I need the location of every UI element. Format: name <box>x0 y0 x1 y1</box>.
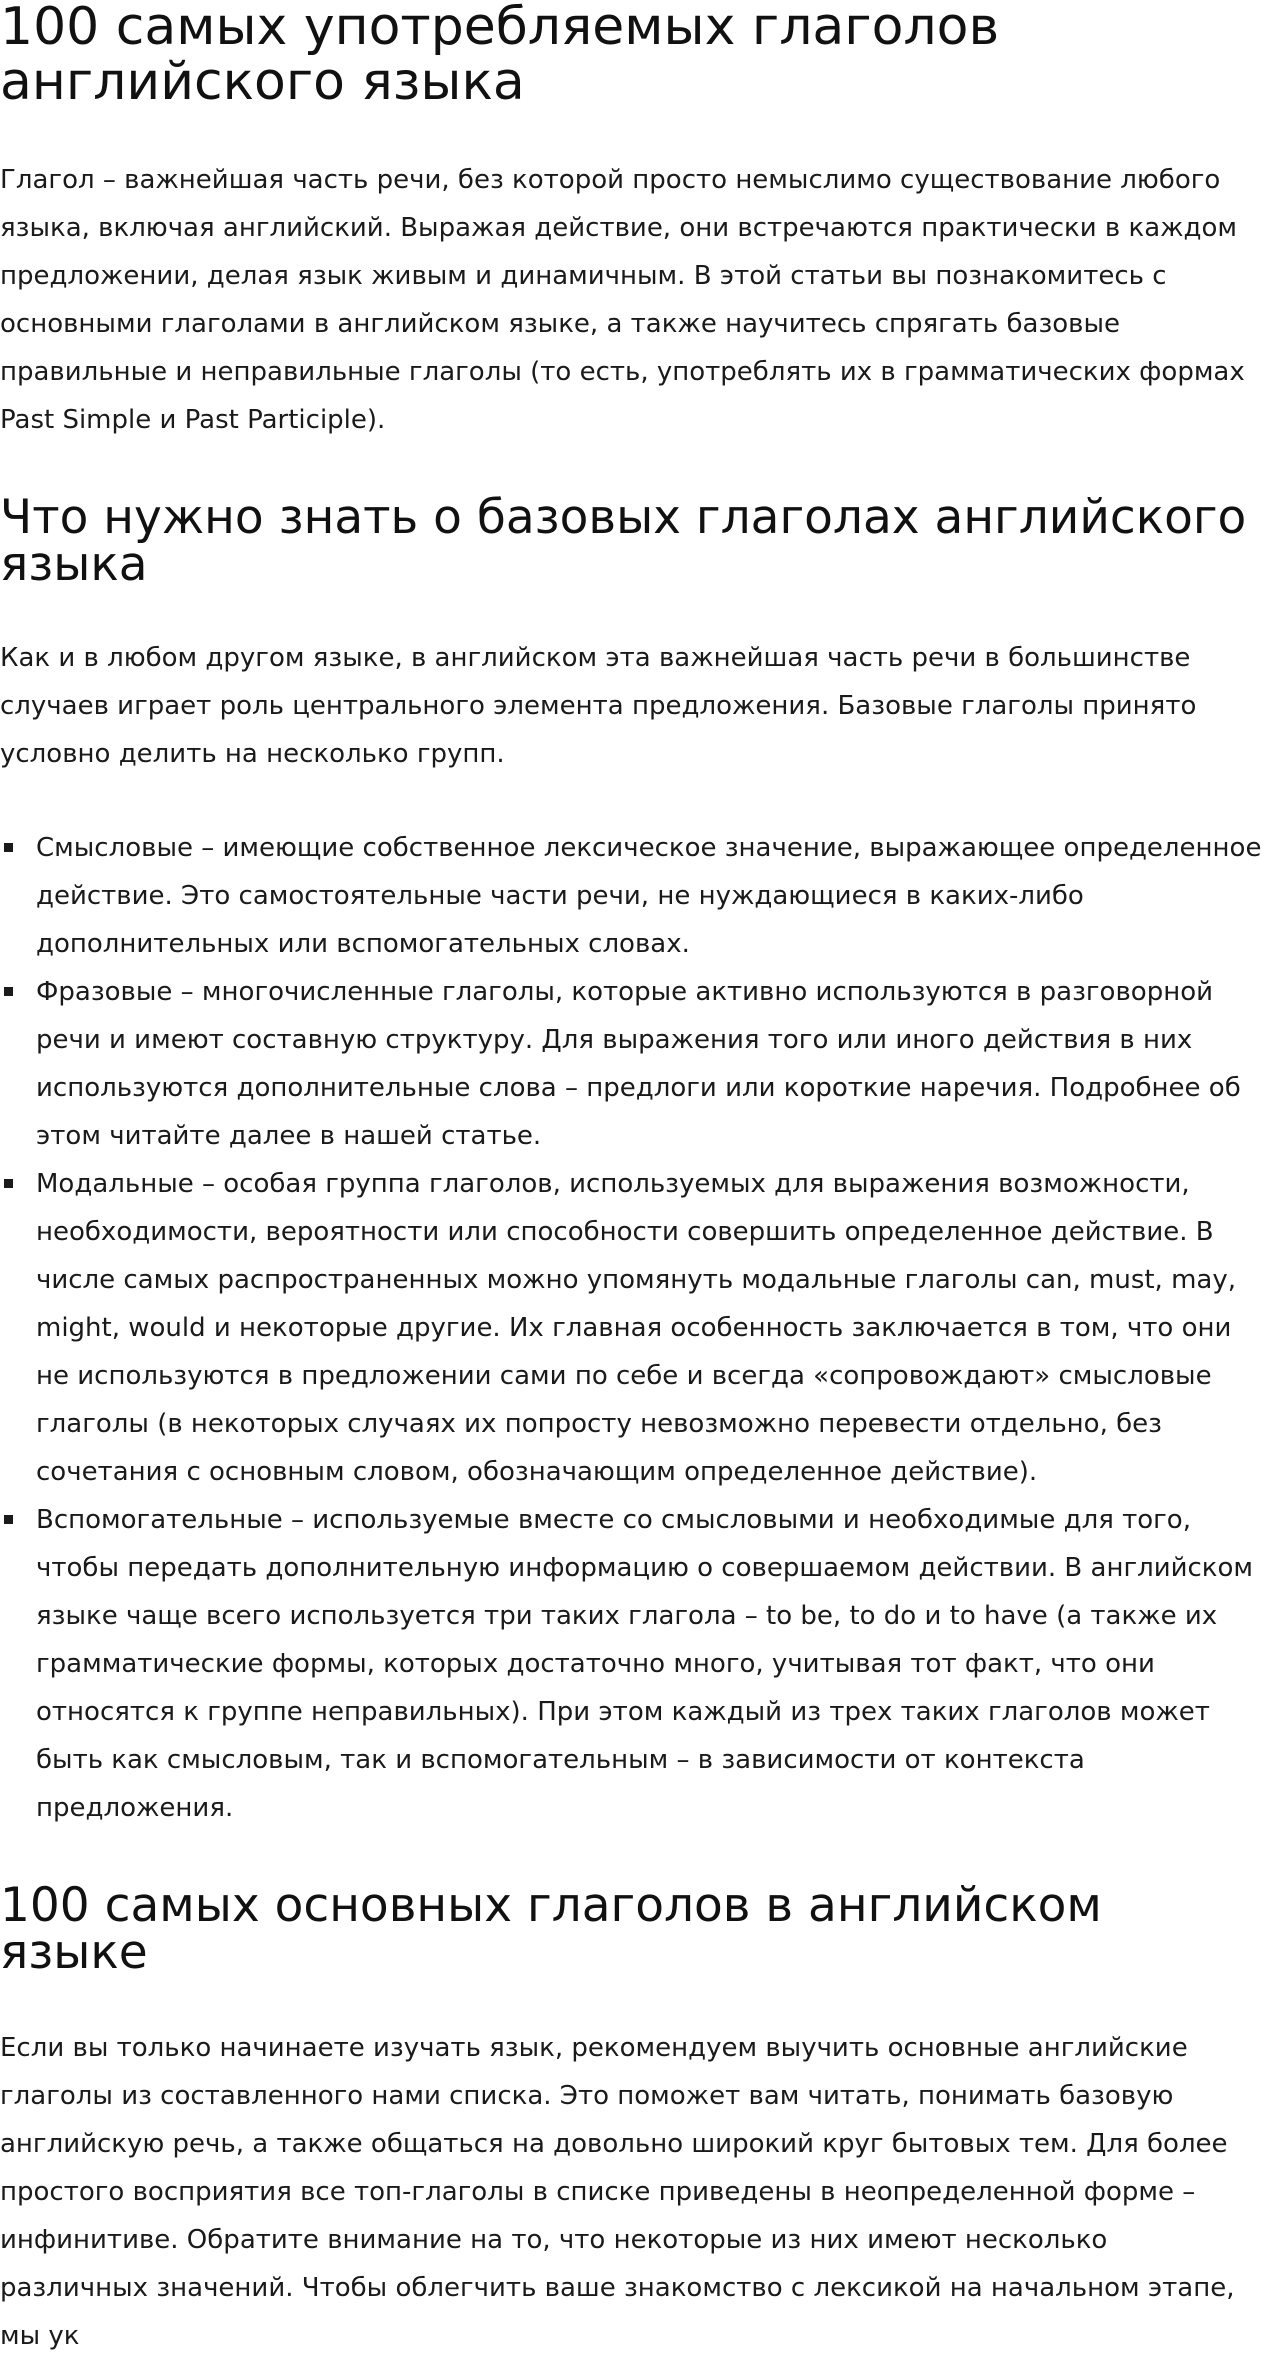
list-item-text: Фразовые – многочисленные глаголы, которые активно используются в разговорной речи и имеют составную структуру. Для выражения того или иного действия в них используются дополнительные слова – предлоги или короткие наречия. Подробнее об этом читайте далее в нашей статье. <box>36 977 1241 1151</box>
list-item-text: Вспомогательные – используемые вместе со смысловыми и необходимые для того, чтобы передать дополнительную информацию о совершаемом действии. В английском языке чаще всего используется три таких глагола – to be, to do и to have (а также их грамматические формы, которых достаточно много, учитывая тот факт, что они относятся к группе неправильных). При этом каждый из трех таких глаголов может быть как смысловым, так и вспомогательным – в зависимости от контекста предложения. <box>36 1505 1254 1823</box>
spacer <box>0 110 1262 156</box>
list-item <box>0 824 1262 968</box>
spacer <box>0 778 1262 824</box>
top-verbs-paragraph: Если вы только начинаете изучать язык, рекомендуем выучить основные английские глаголы из составленного нами списка. Это поможет вам читать, понимать базовую английскую речь, а также общаться на довольно широкий круг бытовых тем. Для более простого восприятия все топ-глаголы в списке приведены в неопределенной форме – инфинитиве. Обратите внимание на то, что некоторые из них имеют несколько различных значений. Чтобы облегчить ваше знакомство с лексикой на начальном этапе, мы ук <box>0 2033 1235 2351</box>
square-bullet-icon <box>4 987 13 996</box>
intro-paragraph: Глагол – важнейшая часть речи, без которой просто немыслимо существование любого языка, включая английский. Выражая действие, они встречаются практически в каждом предложении, делая язык живым и динамичным. В этой статьи вы познакомитесь с основными глаголами в английском языке, а также научитесь спрягать базовые правильные и неправильные глаголы (то есть, употреблять их в грамматических формах Past Simple и Past Participle). <box>0 165 1245 435</box>
verb-groups-list <box>0 824 1262 1832</box>
spacer <box>0 1976 1262 2024</box>
square-bullet-icon <box>4 1179 13 1188</box>
square-bullet-icon <box>4 843 13 852</box>
section-heading-basics: Что нужно знать о базовых глаголах английского языка <box>0 490 1247 592</box>
list-item <box>0 1496 1262 1832</box>
spacer <box>0 444 1262 494</box>
section-heading-top-verbs: 100 самых основных глаголов в английском языке <box>0 1878 1102 1980</box>
list-item-text: Смысловые – имеющие собственное лексическое значение, выражающее определенное действие. Это самостоятельные части речи, не нуждающиеся в каких-либо дополнительных или вспомогательных словах. <box>36 833 1262 959</box>
page-title: 100 самых употребляемых глаголов английского языка <box>0 0 1000 112</box>
square-bullet-icon <box>4 1515 13 1524</box>
spacer <box>0 588 1262 634</box>
basics-paragraph: Как и в любом другом языке, в английском эта важнейшая часть речи в большинстве случаев играет роль центрального элемента предложения. Базовые глаголы принято условно делить на несколько групп. <box>0 643 1197 769</box>
list-item <box>0 1160 1262 1496</box>
spacer <box>0 1832 1262 1882</box>
list-item <box>0 968 1262 1160</box>
list-item-text: Модальные – особая группа глаголов, используемых для выражения возможности, необходимости, вероятности или способности совершить определенное действие. В числе самых распространенных можно упомянуть модальные глаголы can, must, may, might, would и некоторые другие. Их главная особенность заключается в том, что они не используются в предложении сами по себе и всегда «сопровождают» смысловые глаголы (в некоторых случаях их попросту невозможно перевести отдельно, без сочетания с основным словом, обозначающим определенное действие). <box>36 1169 1236 1487</box>
